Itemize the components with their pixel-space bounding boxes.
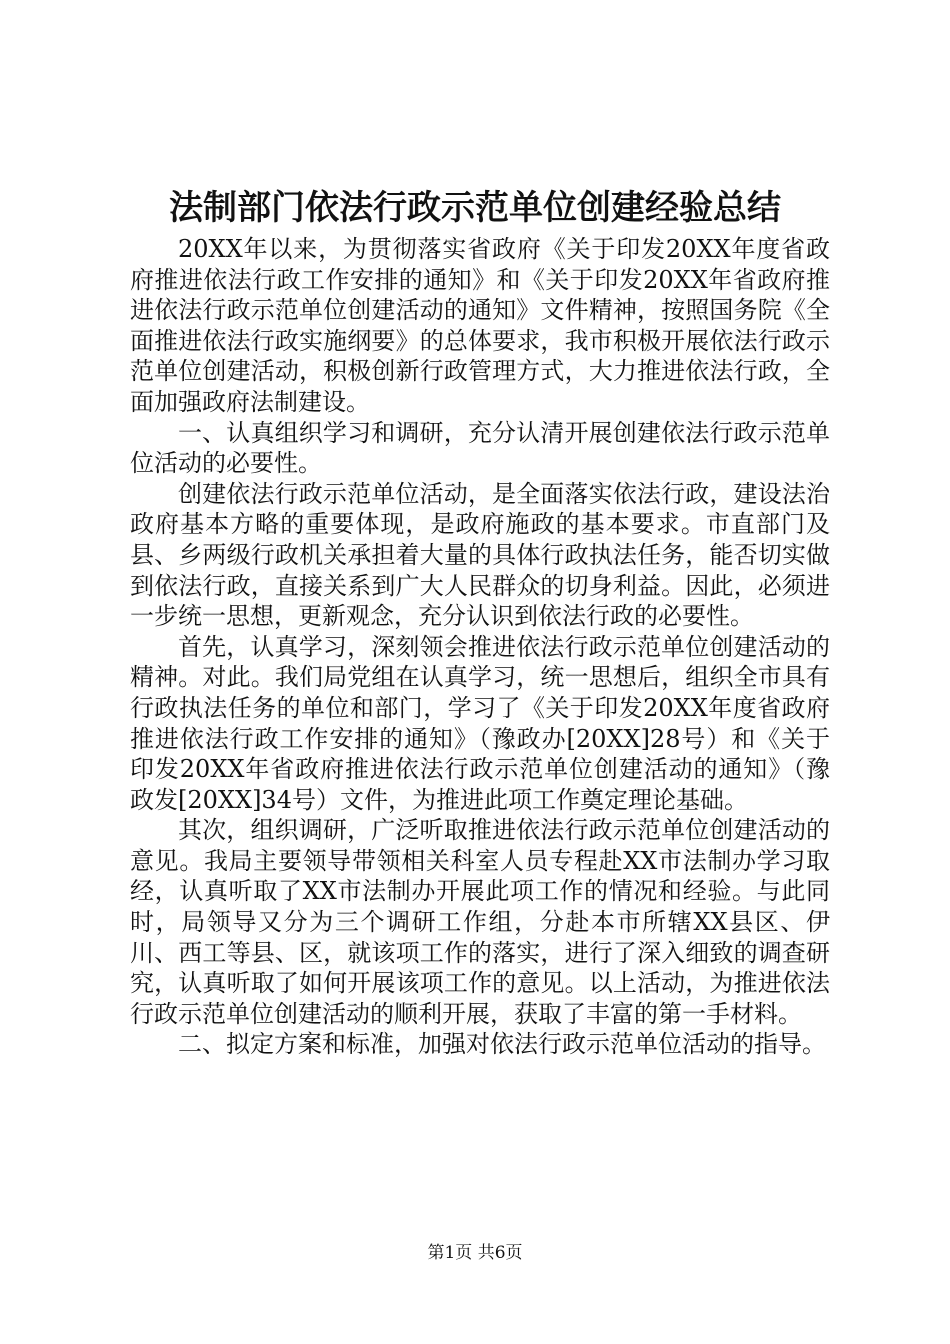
paragraph-intro: 20XX年以来，为贯彻落实省政府《关于印发20XX年度省政府推进依法行政工作安排的通知》和《关于印发20XX年省政府推进依法行政示范单位创建活动的通知》文件精神，按照国务院《全面推进依法行政实施纲要》的总体要求，我市积极开展依法行政示范单位创建活动，积极创新行政管理方式，大力推进依法行政，全面加强政府法制建设。 (130, 235, 830, 416)
document-title: 法制部门依法行政示范单位创建经验总结 (169, 188, 781, 228)
paragraph-first-study: 首先，认真学习，深刻领会推进依法行政示范单位创建活动的精神。对此。我们局党组在认真学习，统一思想后，组织全市具有行政执法任务的单位和部门，学习了《关于印发20XX年度省政府推进依法行政工作安排的通知》（豫政办[20XX]28号）和《关于印发20XX年省政府推进依法行政示范单位创建活动的通知》（豫政发[20XX]34号）文件，为推进此项工作奠定理论基础。 (130, 632, 830, 814)
paragraph-necessity: 创建依法行政示范单位活动，是全面落实依法行政，建设法治政府基本方略的重要体现，是政府施政的基本要求。市直部门及县、乡两级行政机关承担着大量的具体行政执法任务，能否切实做到依法行政，直接关系到广大人民群众的切身利益。因此，必须进一步统一思想，更新观念，充分认识到依法行政的必要性。 (130, 479, 830, 631)
page-number-footer: 第1页 共6页 (427, 1243, 523, 1263)
document-body (130, 234, 830, 1060)
paragraph-second-research: 其次，组织调研，广泛听取推进依法行政示范单位创建活动的意见。我局主要领导带领相关科室人员专程赴XX市法制办学习取经，认真听取了XX市法制办开展此项工作的情况和经验。与此同时，局领导又分为三个调研工作组，分赴本市所辖XX县区、伊川、西工等县、区，就该项工作的落实，进行了深入细致的调查研究，认真听取了如何开展该项工作的意见。以上活动，为推进依法行政示范单位创建活动的顺利开展，获取了丰富的第一手材料。 (130, 816, 830, 1028)
section-heading-2: 二、拟定方案和标准，加强对依法行政示范单位活动的指导。 (178, 1030, 826, 1059)
section-heading-1: 一、认真组织学习和调研，充分认清开展创建依法行政示范单位活动的必要性。 (130, 418, 830, 478)
